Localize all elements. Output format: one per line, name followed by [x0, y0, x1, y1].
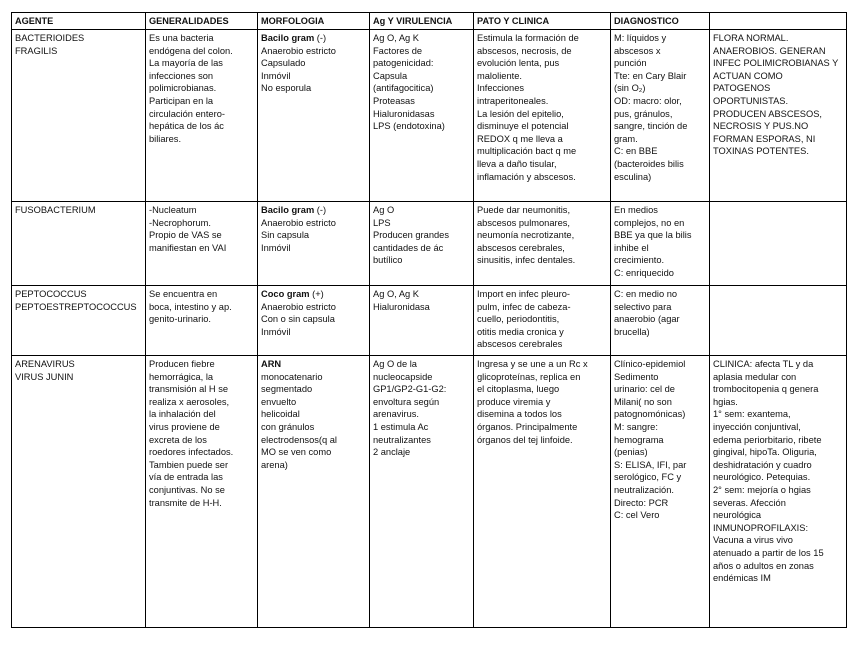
cell-line: ACTUAN COMO	[713, 70, 783, 81]
cell-line: PRODUCEN ABSCESOS,	[713, 108, 823, 119]
cell-line: urinario: cel de	[614, 384, 675, 395]
cell-line: BBE ya que la bilis	[614, 230, 692, 241]
cell-line: arenavirus.	[373, 409, 419, 420]
cell-line: monocatenario	[261, 371, 323, 382]
cell-line: vía de entrada las	[149, 472, 223, 483]
cell-line: anaerobio (agar	[614, 314, 680, 325]
morphology-type: Bacilo gram (-)	[261, 205, 327, 215]
cell-line: MO se ven como	[261, 447, 332, 458]
cell-line: con gránulos	[261, 421, 315, 432]
cell-line: Tambien puede ser	[149, 459, 229, 470]
cell-line: Puede dar neumonitis,	[477, 205, 571, 215]
cell-line: cuello, periodontitis,	[477, 314, 560, 325]
cell-line: electrodensos(q al	[261, 434, 337, 445]
cell-line: La lesión del epitelio,	[477, 108, 564, 119]
cell-line: Clínico-epidemiol	[614, 359, 686, 369]
cell-line: Inmóvil	[261, 70, 291, 81]
clinical-table	[11, 12, 847, 628]
cell-line: ANAEROBIOS. GENERAN	[713, 45, 826, 56]
cell-line: Infecciones	[477, 83, 525, 94]
pato-clinica-cell	[474, 286, 611, 356]
extra-cell	[710, 356, 847, 628]
agent-cell	[12, 30, 146, 202]
cell-line: pus, gránulos,	[614, 108, 673, 119]
cell-line: FORMAN ESPORAS, NI	[713, 133, 816, 144]
cell-line: otitis media cronica y	[477, 326, 564, 337]
cell-line: transmite de H-H.	[149, 497, 222, 508]
virulencia-cell	[370, 202, 474, 286]
cell-line: glicoproteínas, replica en	[477, 371, 581, 382]
cell-line: gram.	[614, 133, 638, 144]
cell-line: el citoplasma, luego	[477, 384, 560, 395]
cell-line: patogenicidad:	[373, 58, 434, 69]
cell-line: manifiestan en VAI	[149, 242, 227, 253]
cell-line: realiza x aerosoles,	[149, 396, 230, 407]
cell-line: INMUNOPROFILAXIS:	[713, 522, 809, 533]
cell-line: inhibe el	[614, 242, 649, 253]
header-row	[12, 13, 847, 30]
morphology-type-bold: Bacilo gram	[261, 33, 315, 43]
cell-line: boca, intestino y ap.	[149, 301, 232, 312]
cell-line: Se encuentra en	[149, 289, 218, 299]
header-cell	[710, 13, 847, 30]
cell-line: nucleocapside	[373, 371, 433, 382]
cell-line: transmisión al H se	[149, 384, 229, 395]
cell-line: S: ELISA, IFI, par	[614, 459, 687, 470]
cell-line: disminuye el potencial	[477, 121, 569, 132]
cell-line: Con o sin capsula	[261, 314, 335, 325]
generalidades-cell	[146, 286, 258, 356]
cell-line: 1 estimula Ac	[373, 421, 429, 432]
agent-name: PEPTOESTREPTOCOCCUS	[15, 301, 137, 312]
cell-line: endógena del colon.	[149, 45, 233, 56]
morfologia-cell	[258, 356, 370, 628]
cell-line: neumonía necrotizante,	[477, 230, 575, 241]
morfologia-cell	[258, 286, 370, 356]
cell-line: deshidratación y cuadro	[713, 459, 812, 470]
cell-line: órganos del tej linfoide.	[477, 434, 573, 445]
cell-line: Proteasas	[373, 95, 415, 106]
cell-line: virus proviene de	[149, 421, 220, 432]
cell-line: Sin capsula	[261, 230, 310, 241]
cell-line: hgias.	[713, 396, 738, 407]
cell-line: Inmóvil	[261, 326, 291, 337]
diagnostico-cell	[611, 30, 710, 202]
cell-line: 1° sem: exantema,	[713, 409, 791, 420]
agent-name: VIRUS JUNIN	[15, 371, 74, 382]
cell-line: Ingresa y se une a un Rc x	[477, 359, 588, 369]
cell-line: neutralización.	[614, 484, 674, 495]
agent-cell	[12, 356, 146, 628]
morphology-type-bold: Coco gram	[261, 289, 310, 299]
cell-line: abscesos cerebrales,	[477, 242, 565, 253]
cell-line: abscesos pulmonares,	[477, 217, 571, 228]
cell-line: lleva a daño tisular,	[477, 158, 557, 169]
cell-line: excreta de los	[149, 434, 207, 445]
cell-line: Ag O	[373, 205, 395, 215]
cell-line: (sin O₂)	[614, 83, 646, 94]
cell-line: intraperitoneales.	[477, 95, 549, 106]
cell-line: Capsula	[373, 70, 408, 81]
agent-name: FUSOBACTERIUM	[15, 205, 96, 215]
morfologia-cell	[258, 202, 370, 286]
extra-cell	[710, 30, 847, 202]
cell-line: biliares.	[149, 133, 182, 144]
cell-line: crecimiento.	[614, 255, 665, 266]
cell-line: órganos. Principalmente	[477, 421, 578, 432]
cell-line: NECROSIS Y PUS.NO	[713, 121, 809, 132]
cell-line: esculina)	[614, 171, 652, 182]
cell-line: gingival, hipoTa. Oliguria,	[713, 447, 817, 458]
generalidades-cell	[146, 356, 258, 628]
cell-line: la inhalación del	[149, 409, 216, 420]
cell-line: sinusitis, infec dentales.	[477, 255, 576, 266]
cell-line: Producen fiebre	[149, 359, 215, 369]
extra-cell	[710, 286, 847, 356]
cell-line: Ag O, Ag K	[373, 33, 419, 43]
diagnostico-cell	[611, 286, 710, 356]
generalidades-cell	[146, 202, 258, 286]
cell-line: envuelto	[261, 396, 297, 407]
cell-line: GP1/GP2-G1-G2:	[373, 384, 447, 395]
cell-line: Milani( no son	[614, 396, 672, 407]
virulencia-cell	[370, 30, 474, 202]
cell-line: severas. Afección	[713, 497, 786, 508]
cell-line: abscesos x	[614, 45, 661, 56]
cell-line: Directo: PCR	[614, 497, 669, 508]
cell-line: Es una bacteria	[149, 33, 214, 43]
morphology-type-bold: ARN	[261, 359, 282, 369]
cell-line: 2 anclaje	[373, 447, 411, 458]
morfologia-cell	[258, 30, 370, 202]
cell-line: patognomónicas)	[614, 409, 686, 420]
cell-line: evolución lenta, pus	[477, 58, 560, 69]
cell-line: LPS (endotoxina)	[373, 121, 445, 132]
cell-line: M: líquidos y	[614, 33, 667, 43]
cell-line: produce viremia y	[477, 396, 551, 407]
cell-line: No esporula	[261, 83, 312, 94]
diagnostico-cell	[611, 356, 710, 628]
cell-line: conjuntivas. No se	[149, 484, 225, 495]
extra-cell	[710, 202, 847, 286]
cell-line: complejos, no en	[614, 217, 685, 228]
cell-line: C: enriquecido	[614, 267, 674, 278]
cell-line: Participan en la	[149, 95, 214, 106]
cell-line: Capsulado	[261, 58, 306, 69]
cell-line: helicoidal	[261, 409, 300, 420]
cell-line: (antifagocitica)	[373, 83, 434, 94]
morphology-type: Coco gram (+)	[261, 289, 324, 299]
cell-line: hemograma	[614, 434, 664, 445]
cell-line: aplasia medular con	[713, 371, 797, 382]
morphology-type	[261, 358, 366, 371]
cell-line: maloliente.	[477, 70, 522, 81]
cell-line: infecciones son	[149, 70, 214, 81]
cell-line: inyección conjuntival,	[713, 421, 801, 432]
cell-line: (penias)	[614, 447, 648, 458]
cell-line: genito-urinario.	[149, 314, 212, 325]
agent-name: FRAGILIS	[15, 45, 58, 56]
table-row	[12, 30, 847, 202]
cell-line: Propio de VAS se	[149, 230, 222, 241]
cell-line: roedores infectados.	[149, 447, 234, 458]
cell-line: Anaerobio estricto	[261, 217, 336, 228]
pato-clinica-cell	[474, 356, 611, 628]
cell-line: selectivo para	[614, 301, 672, 312]
cell-line: En medios	[614, 205, 658, 215]
cell-line: PATOGENOS	[713, 83, 771, 94]
cell-line: C: en medio no	[614, 289, 678, 299]
cell-line: abscesos cerebrales	[477, 339, 563, 350]
cell-line: Vacuna a virus vivo	[713, 535, 793, 546]
agent-name: BACTERIOIDES	[15, 33, 85, 43]
cell-line: Hialuronidasa	[373, 301, 430, 312]
cell-line: Anaerobio estricto	[261, 45, 336, 56]
cell-line: Import en infec pleuro-	[477, 289, 571, 299]
cell-line: TOXINAS POTENTES.	[713, 146, 809, 157]
cell-line: circulación entero-	[149, 108, 225, 119]
cell-line: polimicrobianas.	[149, 83, 217, 94]
cell-line: Tte: en Cary Blair	[614, 70, 687, 81]
cell-line: Sedimento	[614, 371, 659, 382]
cell-line: neurológica	[713, 510, 762, 521]
cell-line: Ag O, Ag K	[373, 289, 419, 299]
cell-line: LPS	[373, 217, 391, 228]
cell-line: inflamación y abscesos.	[477, 171, 576, 182]
cell-line: OD: macro: olor,	[614, 95, 682, 106]
cell-line: 2° sem: mejoría o hgias	[713, 484, 811, 495]
cell-line: punción	[614, 58, 647, 69]
cell-line: pulm, infec de cabeza-	[477, 301, 571, 312]
cell-line: Producen grandes	[373, 230, 449, 241]
header-cell: PATO Y CLINICA	[474, 13, 611, 30]
cell-line: C: cel Vero	[614, 510, 660, 521]
cell-line: serológico, FC y	[614, 472, 682, 483]
morphology-type-bold: Bacilo gram	[261, 205, 315, 215]
cell-line: CLINICA: afecta TL y da	[713, 359, 814, 369]
cell-line: disemina a todos los	[477, 409, 562, 420]
cell-line: C: en BBE	[614, 146, 658, 157]
cell-line: segmentado	[261, 384, 313, 395]
cell-line: Anaerobio estricto	[261, 301, 336, 312]
cell-line: brucella)	[614, 326, 650, 337]
cell-line: arena)	[261, 459, 288, 470]
cell-line: endémicas IM	[713, 573, 771, 584]
cell-line: edema periorbitario, ribete	[713, 434, 822, 445]
agent-name: PEPTOCOCCUS	[15, 289, 87, 299]
header-cell: DIAGNOSTICO	[611, 13, 710, 30]
cell-line: neurológico. Petequias.	[713, 472, 811, 483]
header-cell: GENERALIDADES	[146, 13, 258, 30]
cell-line: trombocitopenia q genera	[713, 384, 819, 395]
cell-line: REDOX q me lleva a	[477, 133, 563, 144]
cell-line: Inmóvil	[261, 242, 291, 253]
cell-line: -Nucleatum	[149, 205, 197, 215]
agent-name: ARENAVIRUS	[15, 359, 75, 369]
cell-line: envoltura según	[373, 396, 440, 407]
cell-line: hemorrágica, la	[149, 371, 214, 382]
cell-line: FLORA NORMAL.	[713, 33, 789, 43]
cell-line: La mayoría de las	[149, 58, 223, 69]
cell-line: (bacteroides bilis	[614, 158, 684, 169]
cell-line: OPORTUNISTAS.	[713, 95, 789, 106]
table-row	[12, 356, 847, 628]
generalidades-cell	[146, 30, 258, 202]
table-row	[12, 202, 847, 286]
header-cell: MORFOLOGIA	[258, 13, 370, 30]
pato-clinica-cell	[474, 202, 611, 286]
agent-cell	[12, 286, 146, 356]
agent-cell	[12, 202, 146, 286]
cell-line: hepática de los ác	[149, 121, 224, 132]
pato-clinica-cell	[474, 30, 611, 202]
cell-line: -Necrophorum.	[149, 217, 212, 228]
morphology-type: Bacilo gram (-)	[261, 33, 327, 43]
cell-line: Estimula la formación de	[477, 33, 579, 43]
diagnostico-cell	[611, 202, 710, 286]
header-cell: Ag Y VIRULENCIA	[370, 13, 474, 30]
cell-line: abscesos, necrosis, de	[477, 45, 572, 56]
virulencia-cell	[370, 286, 474, 356]
cell-line: Ag O de la	[373, 359, 417, 369]
cell-line: butílico	[373, 255, 403, 266]
cell-line: sangre, tinción de	[614, 121, 688, 132]
header-cell: AGENTE	[12, 13, 146, 30]
cell-line: años o adultos en zonas	[713, 560, 814, 571]
cell-line: neutralizantes	[373, 434, 431, 445]
cell-line: INFEC POLIMICROBIANAS Y	[713, 58, 839, 69]
cell-line: multiplicación bact q me	[477, 146, 577, 157]
cell-line: cantidades de ác	[373, 242, 444, 253]
cell-line: M: sangre:	[614, 421, 658, 432]
virulencia-cell	[370, 356, 474, 628]
table-row	[12, 286, 847, 356]
cell-line: Hialuronidasas	[373, 108, 435, 119]
cell-line: Factores de	[373, 45, 423, 56]
cell-line: atenuado a partir de los 15	[713, 547, 824, 558]
